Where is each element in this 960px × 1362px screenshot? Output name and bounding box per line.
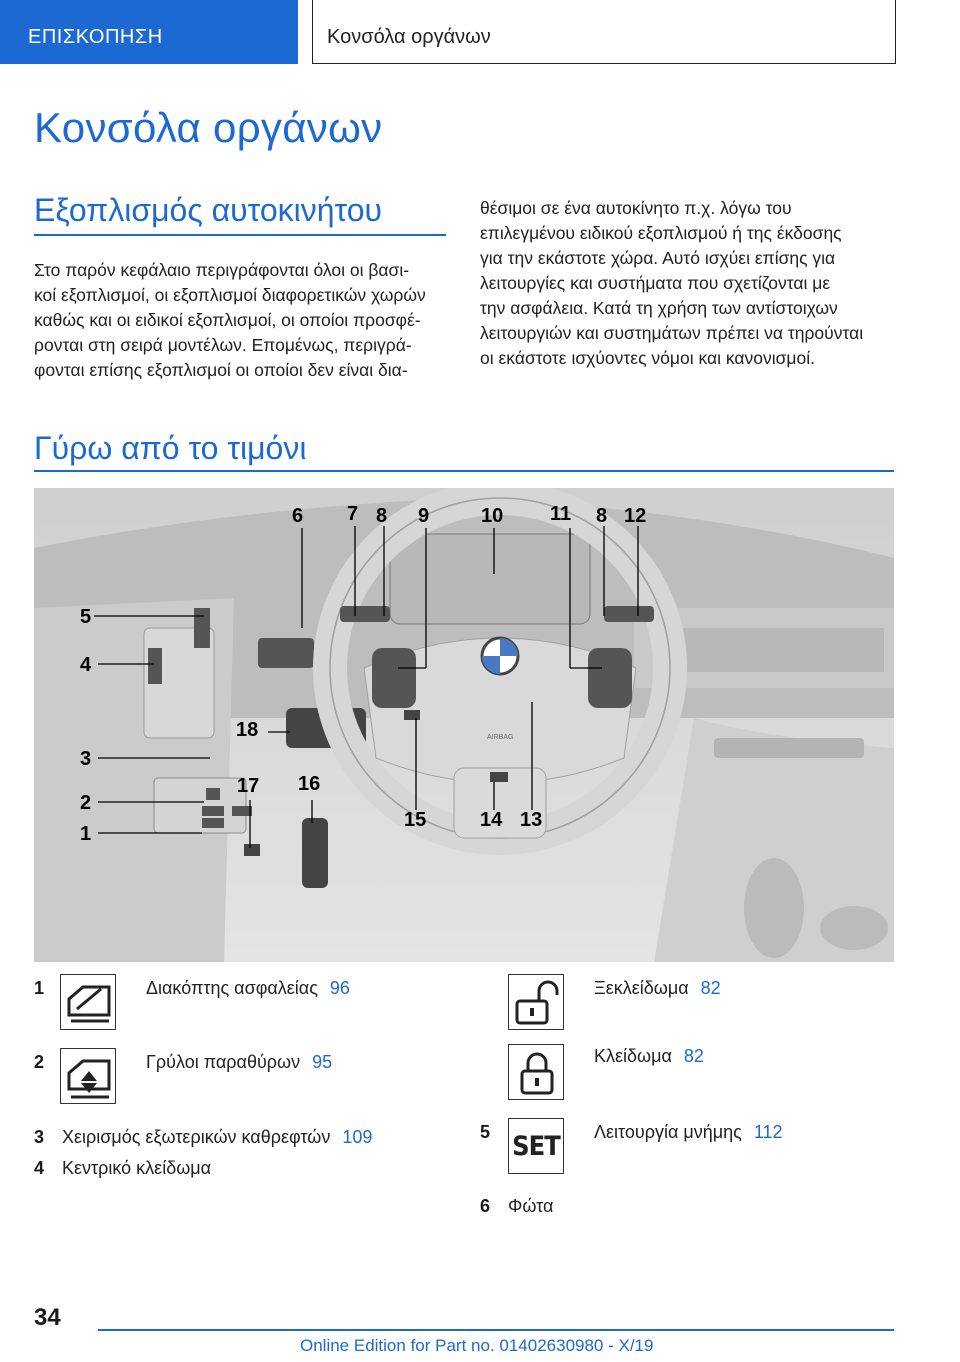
footer-edition: Online Edition for Part no. 01402630980 - X/19 [300, 1336, 654, 1355]
section-tab[interactable]: ΕΠΙΣΚΟΠΗΣΗ [0, 0, 298, 64]
window-lock-icon [60, 974, 116, 1030]
equipment-text-left [34, 258, 454, 383]
cockpit-illustration [34, 488, 894, 962]
set-memory-icon [508, 1118, 564, 1174]
callout-8: 8 [376, 505, 388, 527]
text-line: κοί εξοπλισμοί, οι εξοπλισμοί διαφορετικών χωρών [34, 285, 426, 305]
callout-12: 12 [624, 505, 647, 527]
legend-num: 5 [480, 1122, 491, 1142]
legend-label: Γρύλοι παραθύρων [146, 1052, 301, 1072]
legend-item-safety-switch [146, 978, 350, 999]
steering-heading: Γύρω από το τιμόνι [34, 430, 307, 466]
text-line: λειτουργιών και συστημάτων πρέπει να τηρούνται [480, 323, 864, 343]
legend-label: Φώτα [508, 1196, 554, 1216]
callout-5: 5 [80, 606, 92, 628]
legend-label: Κεντρικό κλείδωμα [62, 1158, 212, 1178]
callout-8b: 8 [596, 505, 608, 527]
callout-14: 14 [480, 809, 503, 831]
equipment-text-right [480, 196, 900, 371]
text-line: για την εκάστοτε χώρα. Αυτό ισχύει επίσης για [480, 248, 836, 268]
callout-2: 2 [80, 792, 92, 814]
cockpit-drawing [34, 488, 894, 962]
legend-label: Χειρισμός εξωτερικών καθρεφτών [62, 1127, 331, 1147]
page-reference[interactable]: 82 [683, 1046, 704, 1066]
set-label: SET [512, 1131, 560, 1162]
legend-item-lights [508, 1196, 553, 1217]
text-line: οι εκάστοτε ισχύοντες νόμοι και κανονισμοί. [480, 348, 815, 368]
equipment-heading-rule [34, 234, 446, 236]
legend-num: 2 [34, 1052, 45, 1072]
callout-16: 16 [298, 773, 321, 795]
text-line: λειτουργίες και συστήματα που σχετίζονται με [480, 273, 831, 293]
page-reference[interactable]: 109 [342, 1127, 373, 1147]
legend-label: Κλείδωμα [594, 1046, 672, 1066]
callout-7: 7 [347, 503, 359, 525]
page-number: 34 [34, 1304, 61, 1331]
airbag-label: AIRBAG [487, 734, 514, 741]
callout-1: 1 [80, 823, 92, 845]
legend-num: 4 [34, 1158, 45, 1178]
legend-item-mirrors [62, 1127, 372, 1148]
text-line: Στο παρόν κεφάλαιο περιγράφονται όλοι οι βασι- [34, 260, 410, 280]
legend-label: Ξεκλείδωμα [594, 978, 689, 998]
callout-3: 3 [80, 748, 92, 770]
legend-item-unlock [594, 978, 721, 999]
legend-num: 6 [480, 1196, 491, 1216]
text-line: ρονται στη σειρά μοντέλων. Επομένως, περιγρά- [34, 335, 412, 355]
page-title: Κονσόλα οργάνων [34, 104, 383, 151]
text-line: επιλεγμένου ειδικού εξοπλισμού ή της έκδοσης [480, 223, 842, 243]
legend-item-window-lifters [146, 1052, 332, 1073]
callout-10: 10 [481, 505, 504, 527]
legend-item-memory [594, 1122, 783, 1143]
page-reference[interactable]: 96 [329, 978, 350, 998]
callout-9: 9 [418, 505, 430, 527]
legend-label: Διακόπτης ασφαλείας [146, 978, 318, 998]
legend-item-central-locking [62, 1158, 211, 1179]
legend-item-lock [594, 1046, 704, 1067]
text-line: θέσιμοι σε ένα αυτοκίνητο π.χ. λόγω του [480, 198, 792, 218]
page-reference[interactable]: 82 [700, 978, 721, 998]
legend-label: Λειτουργία μνήμης [594, 1122, 742, 1142]
callout-4: 4 [80, 654, 92, 676]
callout-15: 15 [404, 809, 427, 831]
equipment-heading: Εξοπλισμός αυτοκινήτου [34, 192, 383, 228]
callout-6: 6 [292, 505, 304, 527]
steering-heading-rule [34, 470, 894, 472]
page-reference[interactable]: 112 [753, 1122, 783, 1142]
page-reference[interactable]: 95 [312, 1052, 333, 1072]
chapter-tab[interactable]: Κονσόλα οργάνων [312, 0, 896, 64]
callout-18: 18 [236, 719, 259, 741]
power-window-icon [60, 1048, 116, 1104]
callout-17: 17 [237, 775, 260, 797]
legend-num: 3 [34, 1127, 45, 1147]
legend-num: 1 [34, 978, 45, 998]
callout-11: 11 [550, 503, 572, 525]
callout-13: 13 [520, 809, 543, 831]
text-line: καθώς και οι ειδικοί εξοπλισμοί, οι οποίοι προσφέ- [34, 310, 421, 330]
footer-rule [98, 1329, 894, 1331]
unlock-icon [508, 974, 564, 1030]
text-line: την ασφάλεια. Κατά τη χρήση των αντίστοιχων [480, 298, 838, 318]
lock-icon [508, 1044, 564, 1100]
text-line: φονται επίσης εξοπλισμοί οι οποίοι δεν είναι δια- [34, 360, 408, 380]
